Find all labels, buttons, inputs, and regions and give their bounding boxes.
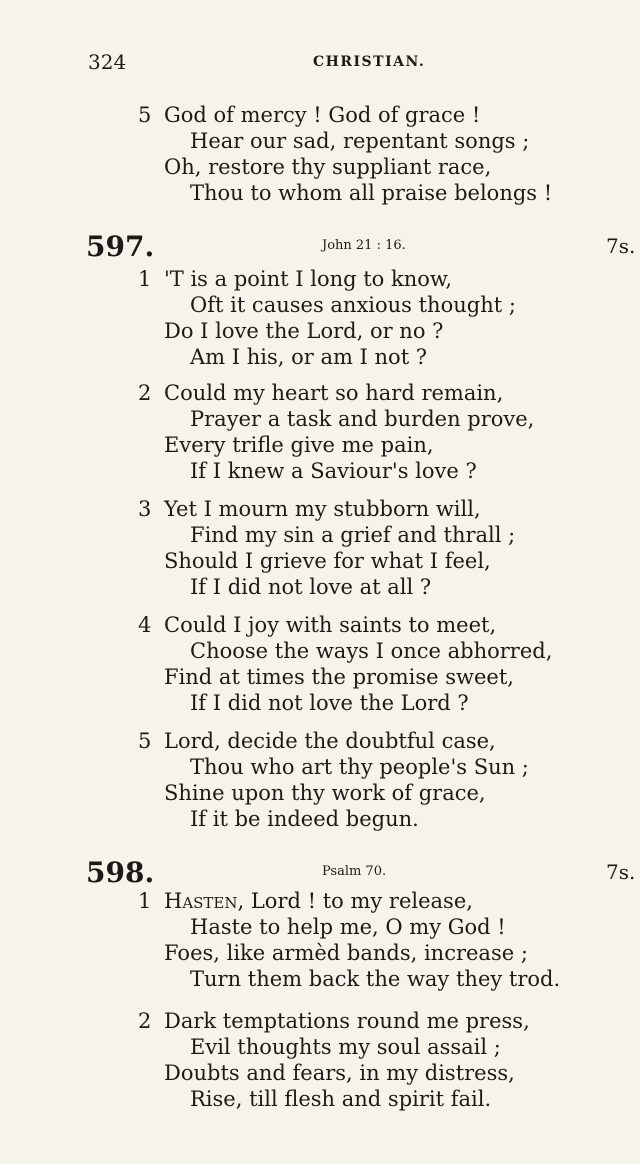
stanza-line: Yet I mourn my stubborn will, xyxy=(164,497,481,521)
stanza-line: Prayer a task and burden prove, xyxy=(190,407,535,431)
stanza-line: Choose the ways I once abhorred, xyxy=(190,639,553,663)
hymn-heading xyxy=(0,230,640,263)
stanza-line: If it be indeed begun. xyxy=(190,807,419,831)
running-head: CHRISTIAN. xyxy=(313,54,426,70)
stanza-line: Rise, till flesh and spirit fail. xyxy=(190,1087,492,1111)
hymn-scripture-reference: Psalm 70. xyxy=(322,864,387,879)
stanza-line: If I knew a Saviour's love ? xyxy=(190,459,477,483)
stanza-number: 3 xyxy=(138,497,152,521)
stanza-line: Every trifle give me pain, xyxy=(164,433,434,457)
stanza-number: 1 xyxy=(138,889,152,913)
page-number: 324 xyxy=(88,50,127,74)
stanza-line: Thou who art thy people's Sun ; xyxy=(190,755,529,779)
stanza-line: Find at times the promise sweet, xyxy=(164,665,514,689)
first-word: Hasten, xyxy=(164,889,245,913)
stanza-line xyxy=(164,888,473,914)
stanza-line: Dark temptations round me press, xyxy=(164,1009,530,1033)
hymn-number: 597. xyxy=(86,230,155,263)
stanza-line: Thou to whom all praise belongs ! xyxy=(190,181,553,205)
stanza-line: God of mercy ! God of grace ! xyxy=(164,103,481,127)
stanza-line xyxy=(164,266,452,292)
stanza-number: 4 xyxy=(138,613,152,637)
stanza-line: Turn them back the way they trod. xyxy=(190,967,561,991)
hymn-meter: 7s. xyxy=(606,234,636,258)
stanza-line: Foes, like armèd bands, increase ; xyxy=(164,941,528,965)
page-header xyxy=(88,50,558,74)
stanza-line: Evil thoughts my soul assail ; xyxy=(190,1035,501,1059)
stanza-line: Haste to help me, O my God ! xyxy=(190,915,506,939)
first-line-rest: Lord ! to my release, xyxy=(244,889,473,913)
hymn-meter: 7s. xyxy=(606,860,636,884)
stanza-number: 5 xyxy=(138,729,152,753)
stanza-number: 2 xyxy=(138,1009,152,1033)
stanza-line: If I did not love the Lord ? xyxy=(190,691,469,715)
first-line-rest: a point I long to know, xyxy=(207,267,453,291)
hymn-number: 598. xyxy=(86,856,155,889)
hymn-scripture-reference: John 21 : 16. xyxy=(322,238,406,253)
stanza-line: Doubts and fears, in my distress, xyxy=(164,1061,515,1085)
hymn-heading xyxy=(0,856,640,889)
first-word: 'T is xyxy=(164,267,208,291)
stanza-line: Hear our sad, repentant songs ; xyxy=(190,129,530,153)
stanza-line: Could my heart so hard remain, xyxy=(164,381,504,405)
stanza-line: Lord, decide the doubtful case, xyxy=(164,729,496,753)
stanza-line: Oh, restore thy suppliant race, xyxy=(164,155,492,179)
stanza-number: 2 xyxy=(138,381,152,405)
stanza-line: Oft it causes anxious thought ; xyxy=(190,293,516,317)
stanza-number: 5 xyxy=(138,103,152,127)
stanza-line: Am I his, or am I not ? xyxy=(190,345,428,369)
stanza-line: If I did not love at all ? xyxy=(190,575,432,599)
stanza-line: Do I love the Lord, or no ? xyxy=(164,319,444,343)
stanza-line: Could I joy with saints to meet, xyxy=(164,613,497,637)
stanza-line: Should I grieve for what I feel, xyxy=(164,549,491,573)
stanza-number: 1 xyxy=(138,267,152,291)
stanza-line: Shine upon thy work of grace, xyxy=(164,781,486,805)
stanza-line: Find my sin a grief and thrall ; xyxy=(190,523,516,547)
